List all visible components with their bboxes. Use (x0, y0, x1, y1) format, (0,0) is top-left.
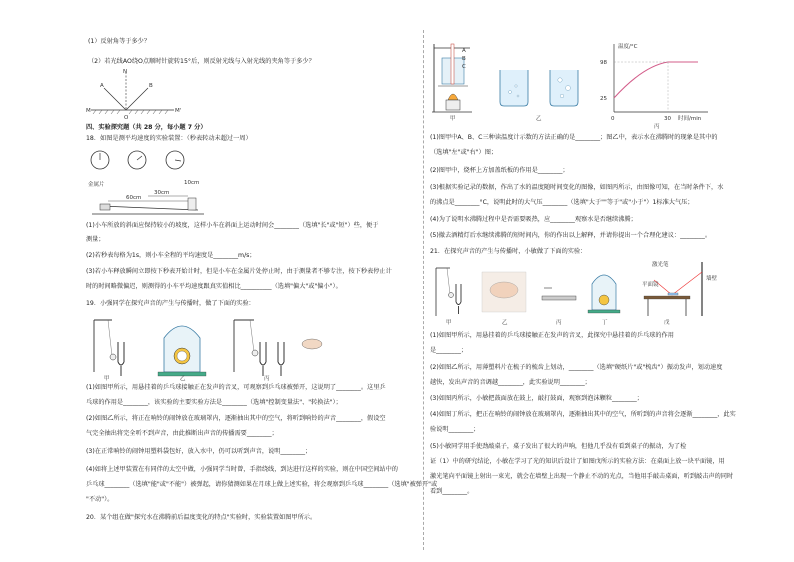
p19-2a: (2)如图乙所示，将正在响铃的闹钟放在玻璃罩内，逐渐抽出其中的空气，将听到响铃的声音________，假设空 (86, 415, 386, 422)
p18-3b: 时的时间略微偏迟，则测得的小车平均速度跟真实值相比__________（选填"偏大"或"偏小"）。 (86, 283, 342, 290)
p19-3: (3)在正常响铃的闹钟用塑料袋包好，放入水中，仍可以听到声音，说明________； (86, 448, 312, 455)
p21-2b: 越快，发出声音的音调越________，此实验说明________； (430, 379, 591, 386)
p21-5c: 激光笔向平面镜上射出一束光，就会在墙壁上出现一个静止不动的光点，当他用手敲击桌面，听到敲击声的同时 (430, 473, 734, 480)
p21-4b: 验说明________； (430, 426, 480, 433)
p21-5a: (5)小敏同学用手使劲敲桌子，桌子发出了很大的声响，但他几乎没有看到桌子的振动，为了检 (430, 443, 687, 450)
distance-30cm: 30cm (154, 190, 170, 196)
p21-5b: 证（1）中的研究结论，小敏在学习了光的知识后设计了如图戊所示的实验方法：在桌面上放一块平面镜，用 (430, 458, 725, 465)
fig21-label-d: 丁 (602, 320, 608, 326)
fig20-label-c: 丙 (654, 124, 660, 130)
label-A-right: A (462, 48, 466, 54)
p20-1a: (1)图甲中A、B、C三种读温度计示数的方法正确的是________；图乙中，表示水在沸腾时的现象是其中的 (430, 134, 718, 141)
distance-10cm: 10cm (184, 180, 200, 186)
graph-y-top: 98 (600, 60, 607, 66)
graph-x1: 30 (664, 116, 671, 122)
p21-4a: (4)如图丁所示，把正在响铃的闹钟放在玻璃罩内，逐渐抽出其中的空气，所听到的声音将会逐渐________，此实 (430, 411, 736, 418)
p20-4: (4)为了说明水沸腾过程中是否需要吸热，应________观察水是否继续沸腾； (430, 216, 637, 223)
question-20: 20．某个组在做"探究水在沸腾前后温度变化的特点"实验时，实验装置如图甲所示。 (86, 514, 317, 521)
question-21: 21．在探究声音的产生与传播时，小敏做了下面的实验： (430, 248, 587, 255)
p19-4c: "不动"）。 (86, 496, 114, 503)
p20-3a: (3)根据实验记录的数据，作出了水的温度随时间变化的图像，如图丙所示，由图像可知，在当时条件下，水 (430, 184, 724, 191)
label-B: B (149, 83, 153, 89)
fig19-label-b: 乙 (180, 376, 186, 382)
question-19: 19．小强同学在探究声音的产生与传播时，做了下面的实验： (86, 300, 255, 307)
graph-ylabel: 温度/°C (618, 44, 638, 50)
fig21-label-c: 丙 (556, 320, 562, 326)
fig21-label-b: 乙 (502, 320, 508, 326)
label-A: A (100, 83, 104, 89)
fig19-label-a: 甲 (104, 376, 110, 382)
p19-4a: (4)如将上述甲装置在有同伴的太空中做，小强同学当时曾，手指绕线，到达进行这样的实验，则在中国空间站中的 (86, 466, 398, 473)
section-heading: 四、实验探究题（共 28 分，每小题 7 分） (86, 124, 207, 131)
p19-1b: 乓球的作用是________，该实验的主要实验方法是________（选填"控制变量法"、"转换法"）； (86, 399, 342, 406)
question-18: 18．如图是测平均速度的实验装置：（秒表转动未超过一周） (86, 135, 252, 142)
laser-pen-label: 激光笔 (652, 262, 669, 268)
p20-3b: 的沸点是________°C，说明此时的大气压________（选填"大于""等于"或"小于"）1标准大气压； (430, 199, 694, 206)
column-divider (423, 30, 424, 550)
graph-xlabel: 时间/min (678, 116, 702, 122)
graph-x0: 0 (611, 116, 615, 122)
p21-2a: (2)如图乙所示，用薄塑料片在梳子的梳齿上划动，________（选填"硬纸片"或"梳齿"）振动发声，划动速度 (430, 364, 723, 371)
p18-1a: (1)小车所放的斜面应保持较小的坡度，这样小车在斜面上运动时间会________（选填"长"或"短"）些，便于 (86, 222, 379, 229)
p18-3a: (3)若小车释放瞬间立即按下秒表开始计时，但是小车在金属片处停止时，由于测量者不够专注，按下秒表停止计 (86, 268, 392, 275)
sound-experiment-figure-21 (432, 258, 722, 326)
mirror-label: 平面镜 (642, 282, 659, 288)
label-O: O (124, 115, 129, 121)
p19-2b: 气完全抽出将完全听不到声音，由此推断出声音的传播需要________； (86, 430, 278, 437)
stopwatch-figure (90, 148, 200, 174)
p21-1a: (1)如图甲所示，用悬挂着的乒乓球接触正在发声的音叉，此探究中悬挂着的乒乓球的作用 (430, 332, 674, 339)
p18-1b: 测量； (86, 236, 105, 243)
p19-1a: (1)如图甲所示，用悬挂着的乒乓球接触正在发声的音叉，可观察到乒乓球被弹开，这说明了________。这里乒 (86, 384, 386, 391)
metal-plate-label: 金属片 (88, 182, 105, 188)
label-M2: M' (175, 108, 182, 114)
boiling-apparatus-figure (430, 40, 610, 120)
label-B-right: B (462, 56, 466, 62)
temperature-graph (598, 40, 728, 130)
question-1: (1）反射角等于多少？ (88, 38, 151, 45)
sound-experiment-figure (92, 312, 332, 380)
p19-4b: 乒乓球________（选填"能"或"不能"）被弹起，请你猜测如果在月球上做上述实验，将会观察到乒乓球________（选填"被弹开"或 (86, 481, 438, 488)
p20-5: (5)撤去酒精灯后水继续沸腾的短时间内，你的作出以上解释，并请你提出一个合理化建议：________。 (430, 232, 712, 239)
p20-2: (2)图甲中，烧杯上方加盖纸板的作用是________； (430, 167, 569, 174)
p21-5d: 看到________。 (430, 488, 474, 495)
mirror-reflection-figure (86, 68, 186, 120)
fig20-label-a: 甲 (450, 116, 456, 122)
p21-3: (3)如图丙所示，小敏把鼓面放在鼓上，敲打鼓面，观察到泡沫颗粒________； (430, 395, 643, 402)
distance-60cm: 60cm (126, 195, 142, 201)
label-N: N (123, 69, 128, 75)
fig20-label-b: 乙 (536, 116, 542, 122)
fig21-label-e: 戊 (664, 320, 670, 326)
fig21-label-a: 甲 (446, 320, 452, 326)
p21-1b: 是________； (430, 347, 468, 354)
label-M: M (86, 108, 91, 114)
graph-y-bottom: 25 (600, 96, 607, 102)
incline-figure (88, 176, 208, 216)
fig19-label-c: 丙 (264, 376, 270, 382)
p20-1b: （选填"左"或"右"）图； (430, 149, 498, 156)
label-C-right: C (462, 64, 466, 70)
p18-2: (2)若秒表每格为1s，则小车全程的平均速度是________m/s； (86, 252, 256, 259)
question-2: （2）若光线AO绕O点顺时针旋转15°后，则反射光线与入射光线的夹角等于多少？ (88, 58, 315, 65)
wall-label: 墙壁 (706, 276, 718, 282)
